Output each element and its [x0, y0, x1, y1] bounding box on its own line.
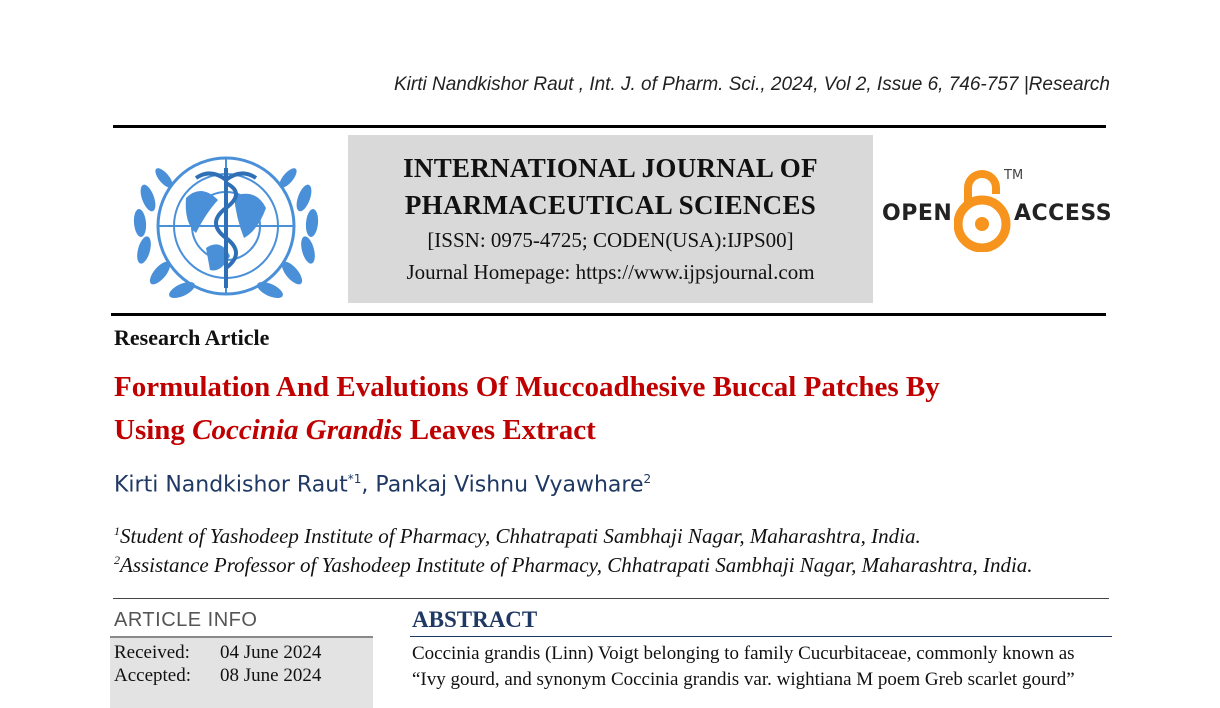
article-title [114, 366, 1094, 452]
header-bottom-rule [111, 313, 1106, 316]
affiliation-text: Assistance Professor of Yashodeep Institute of Pharmacy, Chhatrapati Sambhaji Nagar, Maharashtra, India. [120, 553, 1033, 577]
article-type: Research Article [114, 325, 270, 350]
author-superscript: *1 [347, 472, 362, 486]
abstract-rule [410, 636, 1112, 637]
abstract-heading: ABSTRACT [412, 607, 538, 632]
journal-name-line2: PHARMACEUTICAL SCIENCES [404, 190, 817, 220]
received-date: 04 June 2024 [220, 642, 322, 663]
title-text-using: Using [114, 414, 193, 446]
author-list [114, 472, 651, 497]
abstract-line: “Ivy gourd, and synonym Coccinia grandis var. wightiana M poem Greb scarlet gourd” [412, 669, 1075, 690]
author-superscript: 2 [643, 472, 652, 486]
top-rule [113, 125, 1106, 128]
journal-homepage: Journal Homepage: https://www.ijpsjournal.com [406, 260, 815, 284]
author-separator: , [361, 472, 376, 498]
journal-name-line1: INTERNATIONAL JOURNAL OF [403, 153, 818, 183]
journal-info-box [348, 135, 873, 303]
open-access-logo [880, 166, 1113, 254]
author-name[interactable]: Kirti Nandkishor Raut [114, 472, 348, 498]
open-access-left-word: OPEN [882, 201, 953, 226]
title-text-end: Leaves Extract [402, 414, 596, 446]
article-title-line2 [114, 409, 1094, 452]
section-divider [113, 598, 1109, 599]
accepted-date: 08 June 2024 [220, 665, 322, 686]
accepted-label: Accepted: [114, 665, 192, 686]
article-info-heading: ARTICLE INFO [114, 609, 258, 631]
article-title-line1: Formulation And Evalutions Of Muccoadhesive Buccal Patches By [114, 371, 940, 403]
affiliation-number: 1 [114, 524, 120, 538]
article-info-panel [110, 636, 373, 708]
abstract-line: Coccinia grandis (Linn) Voigt belonging to family Cucurbitaceae, commonly known as [412, 643, 1075, 664]
author-name[interactable]: Pankaj Vishnu Vyawhare [375, 472, 644, 498]
running-header: Kirti Nandkishor Raut , Int. J. of Pharm. Sci., 2024, Vol 2, Issue 6, 746-757 |Research [393, 74, 1110, 95]
journal-issn: [ISSN: 0975-4725; CODEN(USA):IJPS00] [427, 228, 794, 252]
affiliation-number: 2 [114, 553, 120, 567]
received-label: Received: [114, 642, 190, 663]
article-info-row [114, 665, 322, 687]
article-info-row [114, 642, 322, 664]
affiliation-text: Student of Yashodeep Institute of Pharmacy, Chhatrapati Sambhaji Nagar, Maharashtra, India. [120, 524, 921, 548]
affiliation [114, 553, 1033, 578]
open-access-right-word: ACCESS [1014, 201, 1113, 226]
title-species-name: Coccinia Grandis [192, 414, 403, 446]
affiliation [114, 524, 921, 549]
open-access-tm: TM [1004, 168, 1024, 183]
journal-emblem-logo [126, 138, 326, 306]
